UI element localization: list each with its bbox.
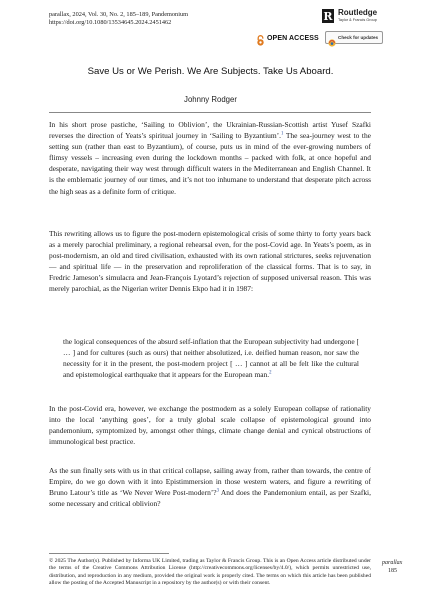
title-divider (49, 112, 371, 113)
journal-citation: parallax, 2024, Vol. 30, No. 2, 185–189, Pandemonium (49, 11, 188, 18)
article-author: Johnny Rodger (184, 95, 237, 104)
paragraph-1: In his short prose pastiche, ‘Sailing to Oblivion’, the Ukrainian-Russian-Scottish artist Yusef Szafki reverses the direction of Yeats’s spiritual journey in ‘Sailing to Byzantium’.$^1$ The sea-journey west to the setting sun (rather than east to Byzantium), of course, puts us in mind of the ever-growing numbers of flimsy vessels – increasing even during the lockdown months – packed with folk, at once hopeful and desperate, navigating their way west through difficult waters in the Mediterranean and English Channel. It is the emblematic journey of our times, and it’s not too inhumane to understand that desperate pitch across the high seas as a definite form of critique. (49, 120, 371, 196)
paragraph-4: As the sun finally sets with us in that critical collapse, sailing away from, rather than towards, the centre of Empire, do we go down with it into Epistimmersion in those western waters, and figure a rewriting of Bruno Latour’s title as ‘We Never Were Post-modern’?$^3$ And does the Pandemonium entail, as per Szafki, some necessary and critical oblivion? (49, 466, 371, 509)
footer-divider (49, 553, 169, 554)
article-title: Save Us or We Perish. We Are Subjects. Take Us Aboard. (87, 66, 334, 77)
doi-link[interactable]: https://doi.org/10.1080/13534645.2024.2451462 (49, 19, 172, 26)
copyright-notice: © 2025 The Author(s). Published by Informa UK Limited, trading as Taylor & Francis Group. This is an Open Access article distributed under the terms of the Creative Commons Attribution License (http://creativecommons.org/licenses/by/4.0/), which permits unrestricted use, distribution, and reproduction in any medium, provided the original work is properly cited. The terms on which this article has been published allow the posting of the Accepted Manuscript in a repository by the author(s) or with their consent. (49, 558, 371, 587)
open-access-label: OPEN ACCESS (267, 35, 319, 42)
routledge-logo-icon (322, 9, 334, 23)
paragraph-2: This rewriting allows us to figure the post-modern epistemological crisis of some thirty to forty years back as a merely parochial preliminary, a regional rehearsal even, for the post-Covid age. In Yeats’s poem, as in post-modernism, an old and tired civilisation, exhausted with its own rational strictures, seeks rejuvenation — and spiritual life — in the preservation and reproliferation of the classical forms. That is to say, in Fredric Jameson’s simulacra and Jean-François Lyotard’s rejection of supposed universal reason. This was merely parochial, as the Nigerian writer Dennis Ekpo had it in 1987: (49, 229, 371, 294)
publisher-subtitle: Taylor & Francis Group (338, 18, 377, 22)
open-access-badge (256, 33, 319, 44)
svg-text:R: R (323, 9, 333, 23)
paragraph-3: In the post-Covid era, however, we exchange the postmodern as a solely European collapse of rationality into the local ‘anything goes’, for a truly global scale collapse of epistemological ground into pandemonium, symptomized by, amongst other things, climate change denial and cynical obstructions of immunological best practice. (49, 404, 371, 447)
page-number: 185 (388, 568, 397, 574)
footnote-ref-3[interactable]: 3 (216, 488, 219, 494)
publisher-name: Routledge (338, 8, 378, 17)
footnote-ref-2[interactable]: 2 (269, 370, 272, 376)
footnote-ref-1[interactable]: 1 (281, 131, 284, 137)
check-updates-button[interactable] (325, 31, 383, 44)
block-quote: the logical consequences of the absurd self-inflation that the European subjectivity had undergone [ … ] and for cultures (such as ours) that neither absolutized, i.e. deified human reason, nor saw the necessity for it in the present, the post-modern project [ … ] cannot at all be felt like the cultural and epistemological earthquake that it appears for the European man.$^2$ (63, 337, 359, 380)
margin-journal-name: parallax (382, 560, 403, 566)
publisher-logo (322, 8, 377, 23)
open-access-lock-icon (256, 33, 265, 44)
check-updates-label: Check for updates (338, 35, 379, 40)
check-updates-icon (328, 34, 336, 42)
